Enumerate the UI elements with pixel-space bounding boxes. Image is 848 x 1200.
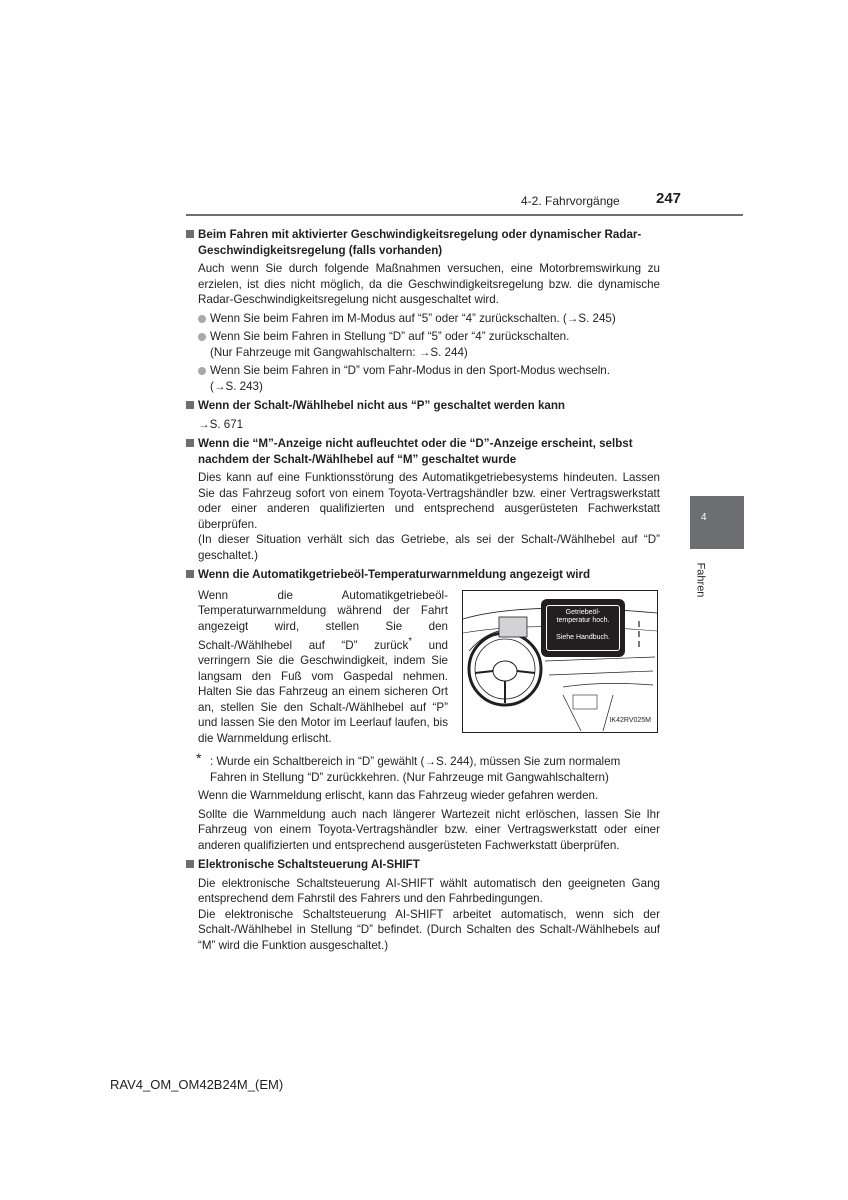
warning-message-display [541, 599, 625, 657]
paragraph: Auch wenn Sie durch folgende Maßnahmen versuchen, eine Motorbremswirkung zu erzielen, ist dies nicht möglich, da die Geschwindigkeitsregelung bzw. die dynamische Radar-Geschwindigkeitsregelung nicht ausgeschaltet wird. [198, 262, 660, 306]
section-heading-cruise-control: Beim Fahren mit aktivierter Geschwindigkeitsregelung oder dynamischer Radar-Geschwindigkeitsregelung (falls vorhanden) [186, 227, 660, 258]
section-heading-ai-shift: Elektronische Schaltsteuerung AI-SHIFT [186, 857, 660, 873]
chapter-tab [690, 496, 744, 549]
bullet-item: Wenn Sie beim Fahren im M-Modus auf “5” oder “4” zurückschalten. (→S. 245) [186, 311, 660, 327]
paragraph: Die elektronische Schaltsteuerung AI-SHIFT wählt automatisch den geeigneten Gang entsprechend dem Fahrstil des Fahrers und den Fahrbedingungen. [198, 876, 660, 906]
document-code: RAV4_OM_OM42B24M_(EM) [110, 1077, 284, 1092]
section-heading-m-indicator: Wenn die “M”-Anzeige nicht aufleuchtet oder die “D”-Anzeige erscheint, selbst nachdem der Schalt-/Wählhebel auf “M” geschaltet wurde [186, 436, 660, 467]
footnote-text: : Wurde ein Schaltbereich in “D” gewählt (→S. 244), müssen Sie zum normalem Fahren in Stellung “D” zurückkehren. (Nur Fahrzeuge mit Gangwahlschaltern) [210, 755, 621, 784]
bullet-item [186, 363, 660, 394]
footnote-star: * [196, 750, 202, 767]
warning-row [186, 588, 660, 747]
page-content [186, 223, 660, 953]
paragraph: (In dieser Situation verhält sich das Getriebe, als sei der Schalt-/Wählhebel auf “D” geschaltet.) [198, 533, 660, 562]
chapter-number: 4 [701, 512, 707, 523]
message-line: Getriebeöl- [565, 608, 601, 616]
paragraph: Die elektronische Schaltsteuerung AI-SHIFT arbeitet automatisch, wenn sich der Schalt-/Wählhebel in Stellung “D” befindet. (Durch Schalten des Schalt-/Wählhebels auf “M” wird die Funktion ausgeschaltet.) [198, 907, 660, 952]
bullet-item [186, 329, 660, 360]
paragraph: Dies kann auf eine Funktionsstörung des Automatikgetriebesystems hindeuten. Lassen Sie das Fahrzeug sofort von einem Toyota-Vertragshändler bzw. einer Vertragswerkstatt oder einer anderen qualifizierten und entsprechend ausgerüsteten Fachwerkstatt überprüfen. [198, 471, 660, 531]
header-divider [186, 214, 743, 216]
message-line: Siehe Handbuch. [556, 633, 610, 641]
section-heading-oil-temperature: Wenn die Automatikgetriebeöl-Temperaturwarnmeldung angezeigt wird [186, 567, 660, 583]
warning-paragraph: Wenn die Automatikgetriebeöl-Temperaturwarnmeldung während der Fahrt angezeigt wird, stellen Sie den Schalt-/Wählhebel auf “D” zurück* und verringern Sie die Geschwindigkeit, indem Sie langsam den Fuß vom Gaspedal nehmen. Halten Sie das Fahrzeug an einem sicheren Ort an, stellen Sie den Schalt-/Wählhebel auf “P” und lassen Sie den Motor im Leerlauf laufen, bis die Warnmeldung erlischt. [198, 588, 448, 745]
footnote [186, 750, 660, 785]
message-frame [546, 605, 620, 651]
paragraph: Sollte die Warnmeldung auch nach längerer Wartezeit nicht erlöschen, lassen Sie Ihr Fahrzeug von einem Toyota-Vertragshändler bzw. einer Vertragswerkstatt oder einer anderen qualifizierten und entsprechend ausgerüsteten Fachwerkstatt überprüfen. [198, 807, 660, 852]
section-title: 4-2. Fahrvorgänge [521, 194, 620, 208]
chapter-label: Fahren [694, 562, 707, 598]
footnote-marker: * [408, 636, 413, 647]
dashboard-illustration [462, 590, 658, 733]
bullet-line: Wenn Sie beim Fahren in Stellung “D” auf “5” oder “4” zurückschalten. [210, 330, 570, 343]
bullet-line: (Nur Fahrzeuge mit Gangwahlschaltern: →S. 244) [210, 345, 468, 359]
page-reference: →S. 671 [198, 417, 244, 431]
message-line: temperatur hoch. [556, 616, 610, 624]
bullet-line: Wenn Sie beim Fahren in “D” vom Fahr-Modus in den Sport-Modus wechseln. [210, 364, 610, 377]
figure-id: IK42RV025M [609, 717, 651, 724]
paragraph: Wenn die Warnmeldung erlischt, kann das Fahrzeug wieder gefahren werden. [198, 789, 599, 803]
bullet-line: (→S. 243) [210, 379, 263, 393]
page-number: 247 [656, 190, 682, 207]
section-heading-lever-stuck: Wenn der Schalt-/Wählhebel nicht aus “P” geschaltet werden kann [186, 398, 660, 414]
